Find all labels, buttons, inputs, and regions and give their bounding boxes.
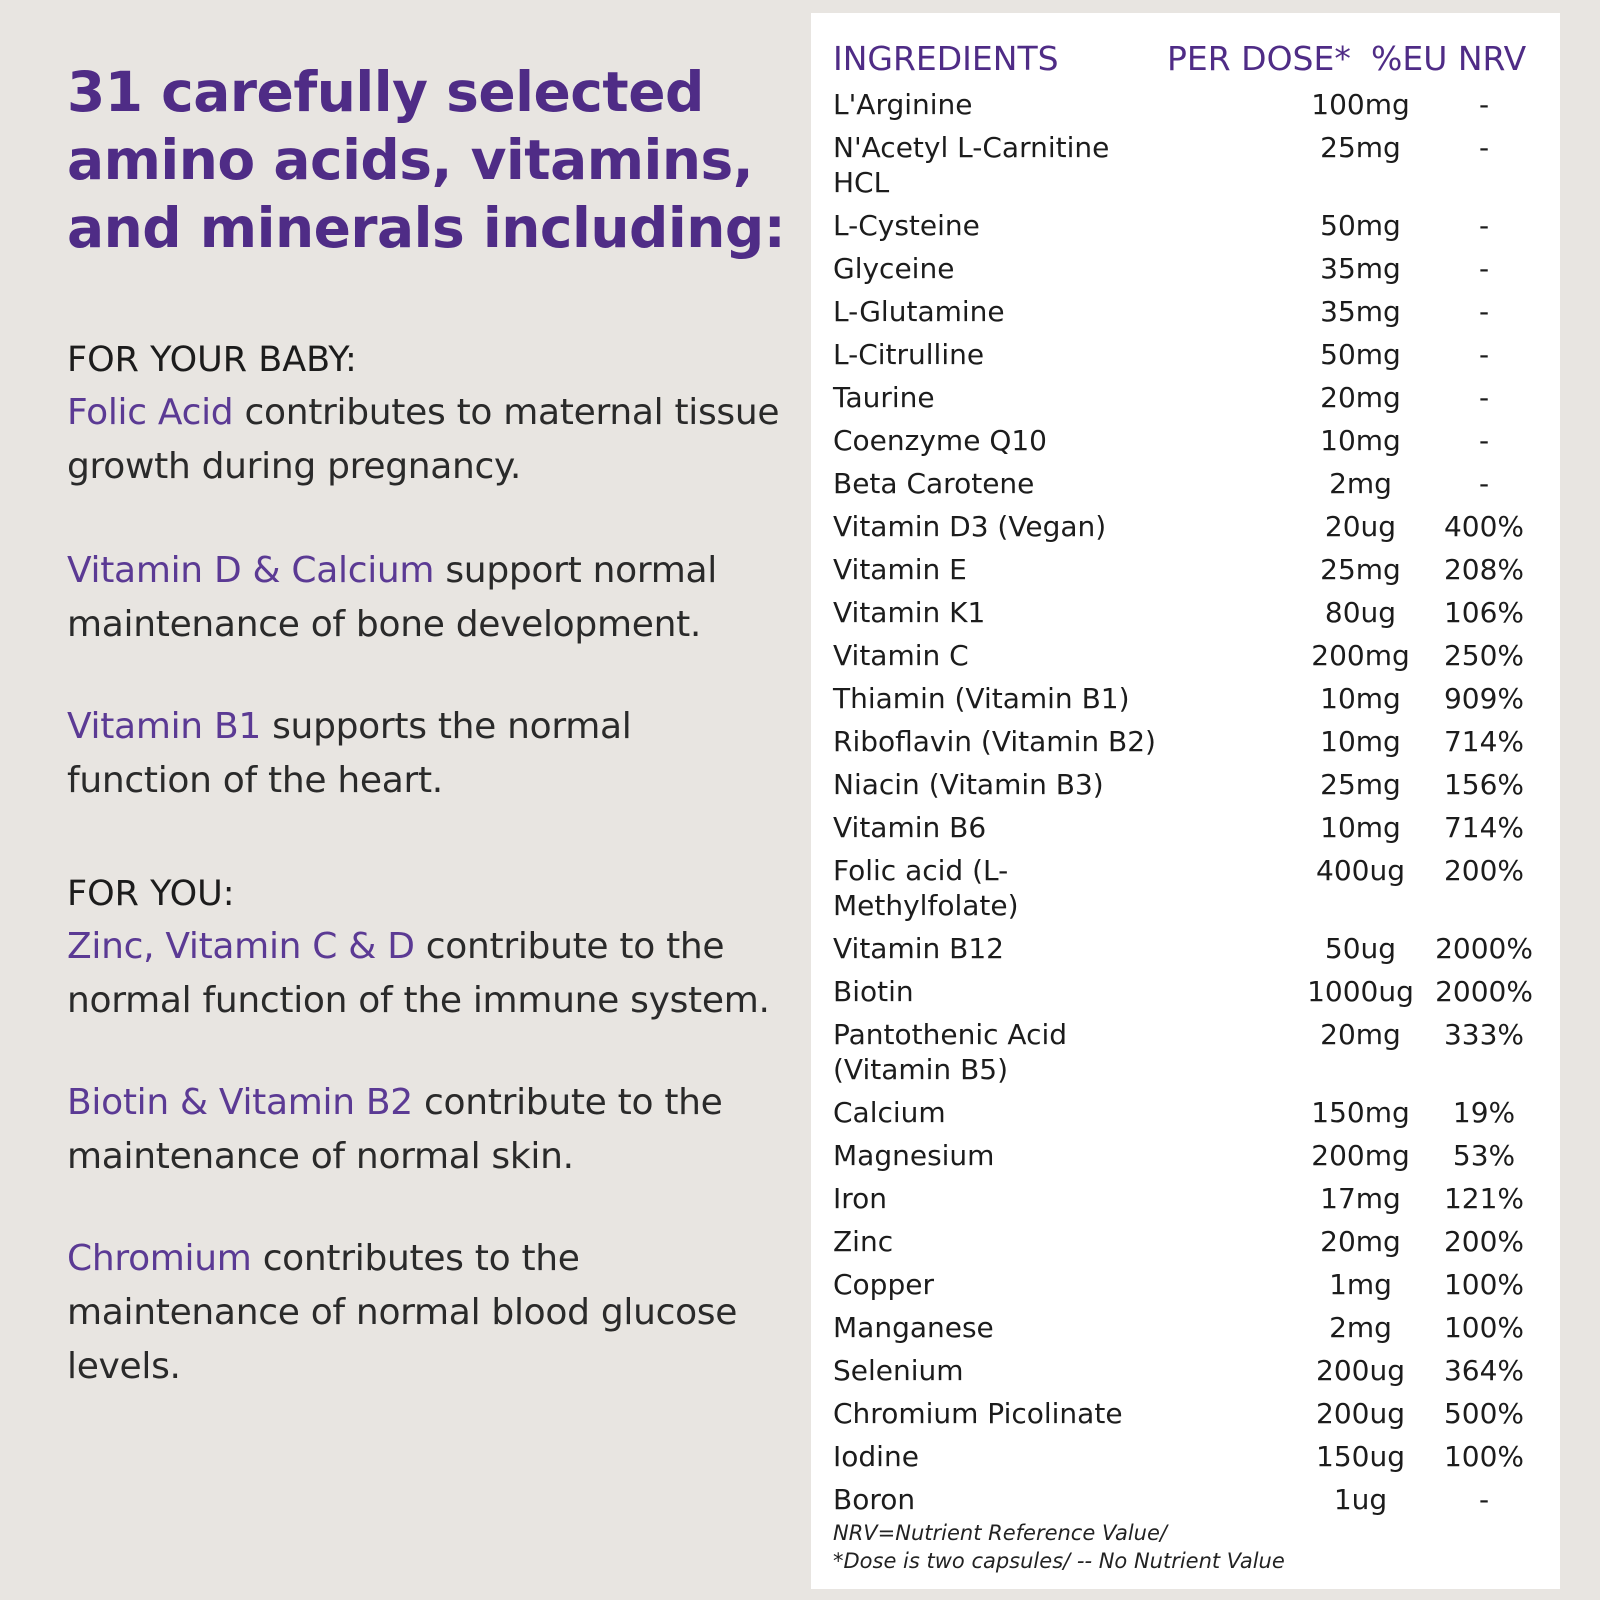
- table-row: [833, 505, 1560, 548]
- table-row: [833, 1349, 1560, 1392]
- table-row: [833, 462, 1560, 505]
- header-per-dose: PER DOSE*: [1167, 39, 1351, 78]
- ingredient-nrv: 250%: [1443, 639, 1525, 672]
- table-row: [833, 290, 1560, 333]
- ingredient-nrv: 333%: [1443, 1018, 1525, 1051]
- ingredient-nrv: 121%: [1443, 1182, 1525, 1215]
- ingredient-name: Selenium: [833, 1354, 964, 1387]
- ingredient-name: Chromium Picolinate: [833, 1397, 1123, 1430]
- ingredient-dose: 150mg: [1311, 1096, 1410, 1129]
- table-row: [833, 1306, 1560, 1349]
- ingredient-nrv: -: [1478, 131, 1490, 164]
- ingredient-name: Vitamin K1: [833, 596, 986, 629]
- ingredient-dose: 50ug: [1324, 932, 1397, 965]
- ingredient-nrv: 400%: [1443, 510, 1525, 543]
- table-row: [833, 970, 1560, 1013]
- ingredient-dose: 150ug: [1316, 1440, 1405, 1473]
- header-ingredients: INGREDIENTS: [833, 39, 1059, 78]
- ingredient-nrv: 2000%: [1435, 932, 1533, 965]
- table-row: [833, 126, 1560, 204]
- ingredient-dose: 2mg: [1329, 467, 1392, 500]
- benefit-biotin-b2: [67, 1076, 787, 1184]
- ingredient-nrv: -: [1478, 295, 1490, 328]
- ingredient-nrv: -: [1478, 381, 1490, 414]
- ingredient-nrv: -: [1478, 338, 1490, 371]
- ingredient-name: Vitamin B12: [833, 932, 1004, 965]
- ingredient-nrv: 100%: [1443, 1440, 1525, 1473]
- ingredient-name: Beta Carotene: [833, 467, 1035, 500]
- benefit-chromium: [67, 1232, 787, 1394]
- table-row: [833, 634, 1560, 677]
- benefit-highlight: Folic Acid: [67, 392, 234, 433]
- ingredient-dose: 17mg: [1320, 1182, 1401, 1215]
- ingredient-dose: 400ug: [1316, 854, 1405, 887]
- ingredient-nrv: 714%: [1443, 811, 1525, 844]
- ingredient-dose: 20mg: [1320, 1018, 1401, 1051]
- ingredient-dose: 200ug: [1316, 1397, 1405, 1430]
- table-row: [833, 591, 1560, 634]
- ingredient-nrv: 100%: [1443, 1311, 1525, 1344]
- ingredient-name: L'Arginine: [833, 88, 973, 121]
- benefit-folic-acid: [67, 386, 787, 494]
- table-row: [833, 720, 1560, 763]
- ingredient-nrv: 200%: [1443, 1225, 1525, 1258]
- table-row: [833, 333, 1560, 376]
- table-row: [833, 849, 1560, 927]
- table-row: [833, 1091, 1560, 1134]
- ingredient-name: L-Cysteine: [833, 209, 980, 242]
- ingredient-dose: 20mg: [1320, 1225, 1401, 1258]
- marketing-copy: [67, 58, 787, 1394]
- ingredient-name: Vitamin B6: [833, 811, 987, 844]
- ingredient-nrv: 2000%: [1435, 975, 1533, 1008]
- table-row: [833, 1220, 1560, 1263]
- ingredient-name: Vitamin D3 (Vegan): [833, 510, 1107, 543]
- ingredient-name: Iodine: [833, 1440, 919, 1473]
- ingredient-dose: 35mg: [1320, 252, 1401, 285]
- ingredient-dose: 80ug: [1324, 596, 1397, 629]
- ingredient-nrv: -: [1478, 467, 1490, 500]
- table-row: [833, 1013, 1560, 1091]
- ingredient-name: Iron: [833, 1182, 888, 1215]
- ingredient-nrv: -: [1478, 424, 1490, 457]
- benefit-highlight: Chromium: [67, 1238, 252, 1279]
- header-eu-nrv: %EU NRV: [1371, 39, 1527, 78]
- benefit-highlight: Biotin & Vitamin B2: [67, 1082, 413, 1123]
- ingredient-dose: 1ug: [1333, 1483, 1388, 1516]
- table-row: [833, 1435, 1560, 1478]
- table-row: [833, 677, 1560, 720]
- footnote-dose: *Dose is two capsules/ -- No Nutrient Value: [833, 1549, 1285, 1573]
- benefit-text: support normal maintenance of bone development.: [67, 550, 717, 645]
- ingredient-dose: 10mg: [1320, 682, 1401, 715]
- ingredient-dose: 10mg: [1320, 725, 1401, 758]
- ingredient-name: Thiamin (Vitamin B1): [833, 682, 1130, 715]
- ingredient-nrv: -: [1478, 1483, 1490, 1516]
- table-row: [833, 548, 1560, 591]
- table-row: [833, 376, 1560, 419]
- ingredient-name: Niacin (Vitamin B3): [833, 768, 1104, 801]
- ingredient-name: Magnesium: [833, 1139, 995, 1172]
- ingredient-dose: 10mg: [1320, 424, 1401, 457]
- ingredient-nrv: -: [1478, 88, 1490, 121]
- ingredient-name: Zinc: [833, 1225, 894, 1258]
- table-row: [833, 204, 1560, 247]
- table-row: [833, 419, 1560, 462]
- ingredient-dose: 200ug: [1316, 1354, 1405, 1387]
- ingredient-nrv: 500%: [1443, 1397, 1525, 1430]
- ingredients-table-body: [833, 83, 1560, 1521]
- ingredient-dose: 200mg: [1311, 639, 1410, 672]
- ingredient-dose: 25mg: [1320, 131, 1401, 164]
- table-row: [833, 806, 1560, 849]
- ingredient-name: N'Acetyl L-Carnitine HCL: [833, 131, 1110, 199]
- headline: 31 carefully selected amino acids, vitamins, and minerals including:: [67, 60, 786, 260]
- table-row: [833, 1478, 1560, 1521]
- ingredient-name: Vitamin C: [833, 639, 969, 672]
- ingredient-name: Folic acid (L-Methylfolate): [833, 854, 1019, 922]
- ingredient-dose: 200mg: [1311, 1139, 1410, 1172]
- ingredient-name: Vitamin E: [833, 553, 967, 586]
- table-row: [833, 1134, 1560, 1177]
- footnote-nrv: NRV=Nutrient Reference Value/: [833, 1521, 1167, 1545]
- benefit-vitamin-b1: [67, 700, 787, 808]
- ingredient-dose: 10mg: [1320, 811, 1401, 844]
- ingredient-nrv: 208%: [1443, 553, 1525, 586]
- ingredient-nrv: 364%: [1443, 1354, 1525, 1387]
- ingredient-name: Biotin: [833, 975, 914, 1008]
- ingredient-dose: 1000ug: [1307, 975, 1414, 1008]
- ingredient-nrv: 909%: [1443, 682, 1525, 715]
- ingredient-name: Boron: [833, 1483, 916, 1516]
- table-header: [833, 27, 1560, 87]
- ingredient-nrv: -: [1478, 252, 1490, 285]
- ingredient-nrv: 106%: [1443, 596, 1525, 629]
- ingredient-name: Copper: [833, 1268, 934, 1301]
- table-row: [833, 1263, 1560, 1306]
- ingredient-dose: 25mg: [1320, 553, 1401, 586]
- benefit-highlight: Vitamin D & Calcium: [67, 550, 435, 591]
- table-footnote: [833, 1519, 1285, 1575]
- table-row: [833, 763, 1560, 806]
- ingredient-nrv: 200%: [1443, 854, 1525, 887]
- ingredient-nrv: 714%: [1443, 725, 1525, 758]
- ingredient-nrv: 53%: [1452, 1139, 1516, 1172]
- section-heading-baby: FOR YOUR BABY:: [67, 340, 357, 380]
- ingredient-name: Calcium: [833, 1096, 946, 1129]
- ingredient-name: L-Glutamine: [833, 295, 1005, 328]
- ingredient-name: Pantothenic Acid (Vitamin B5): [833, 1018, 1068, 1086]
- ingredient-name: Coenzyme Q10: [833, 424, 1047, 457]
- ingredient-dose: 2mg: [1329, 1311, 1392, 1344]
- table-row: [833, 927, 1560, 970]
- table-row: [833, 83, 1560, 126]
- benefit-text: contribute to the maintenance of normal skin.: [67, 1082, 723, 1177]
- ingredient-dose: 20mg: [1320, 381, 1401, 414]
- ingredient-dose: 25mg: [1320, 768, 1401, 801]
- benefit-vitamin-d-calcium: [67, 544, 787, 652]
- ingredient-nrv: 156%: [1443, 768, 1525, 801]
- benefit-text: contribute to the normal function of the immune system.: [67, 926, 770, 1021]
- ingredient-dose: 1mg: [1329, 1268, 1392, 1301]
- ingredient-dose: 50mg: [1320, 338, 1401, 371]
- benefit-highlight: Vitamin B1: [67, 706, 261, 747]
- ingredient-dose: 35mg: [1320, 295, 1401, 328]
- benefit-text: contributes to the maintenance of normal blood glucose levels.: [67, 1238, 738, 1387]
- benefit-text: supports the normal function of the heart.: [67, 706, 632, 801]
- ingredient-nrv: -: [1478, 209, 1490, 242]
- table-row: [833, 1392, 1560, 1435]
- benefit-zinc-c-d: [67, 920, 787, 1028]
- ingredient-name: Riboflavin (Vitamin B2): [833, 725, 1156, 758]
- benefit-highlight: Zinc, Vitamin C & D: [67, 926, 415, 967]
- ingredient-dose: 20ug: [1324, 510, 1397, 543]
- ingredient-name: Taurine: [833, 381, 935, 414]
- ingredient-dose: 50mg: [1320, 209, 1401, 242]
- ingredients-panel: [811, 13, 1560, 1589]
- ingredient-name: Manganese: [833, 1311, 994, 1344]
- table-row: [833, 1177, 1560, 1220]
- ingredient-nrv: 100%: [1443, 1268, 1525, 1301]
- ingredient-dose: 100mg: [1311, 88, 1410, 121]
- table-row: [833, 247, 1560, 290]
- ingredient-name: Glyceine: [833, 252, 955, 285]
- section-heading-you: FOR YOU:: [67, 874, 235, 914]
- ingredient-name: L-Citrulline: [833, 338, 985, 371]
- benefit-text: contributes to maternal tissue growth during pregnancy.: [67, 392, 780, 487]
- ingredient-nrv: 19%: [1452, 1096, 1516, 1129]
